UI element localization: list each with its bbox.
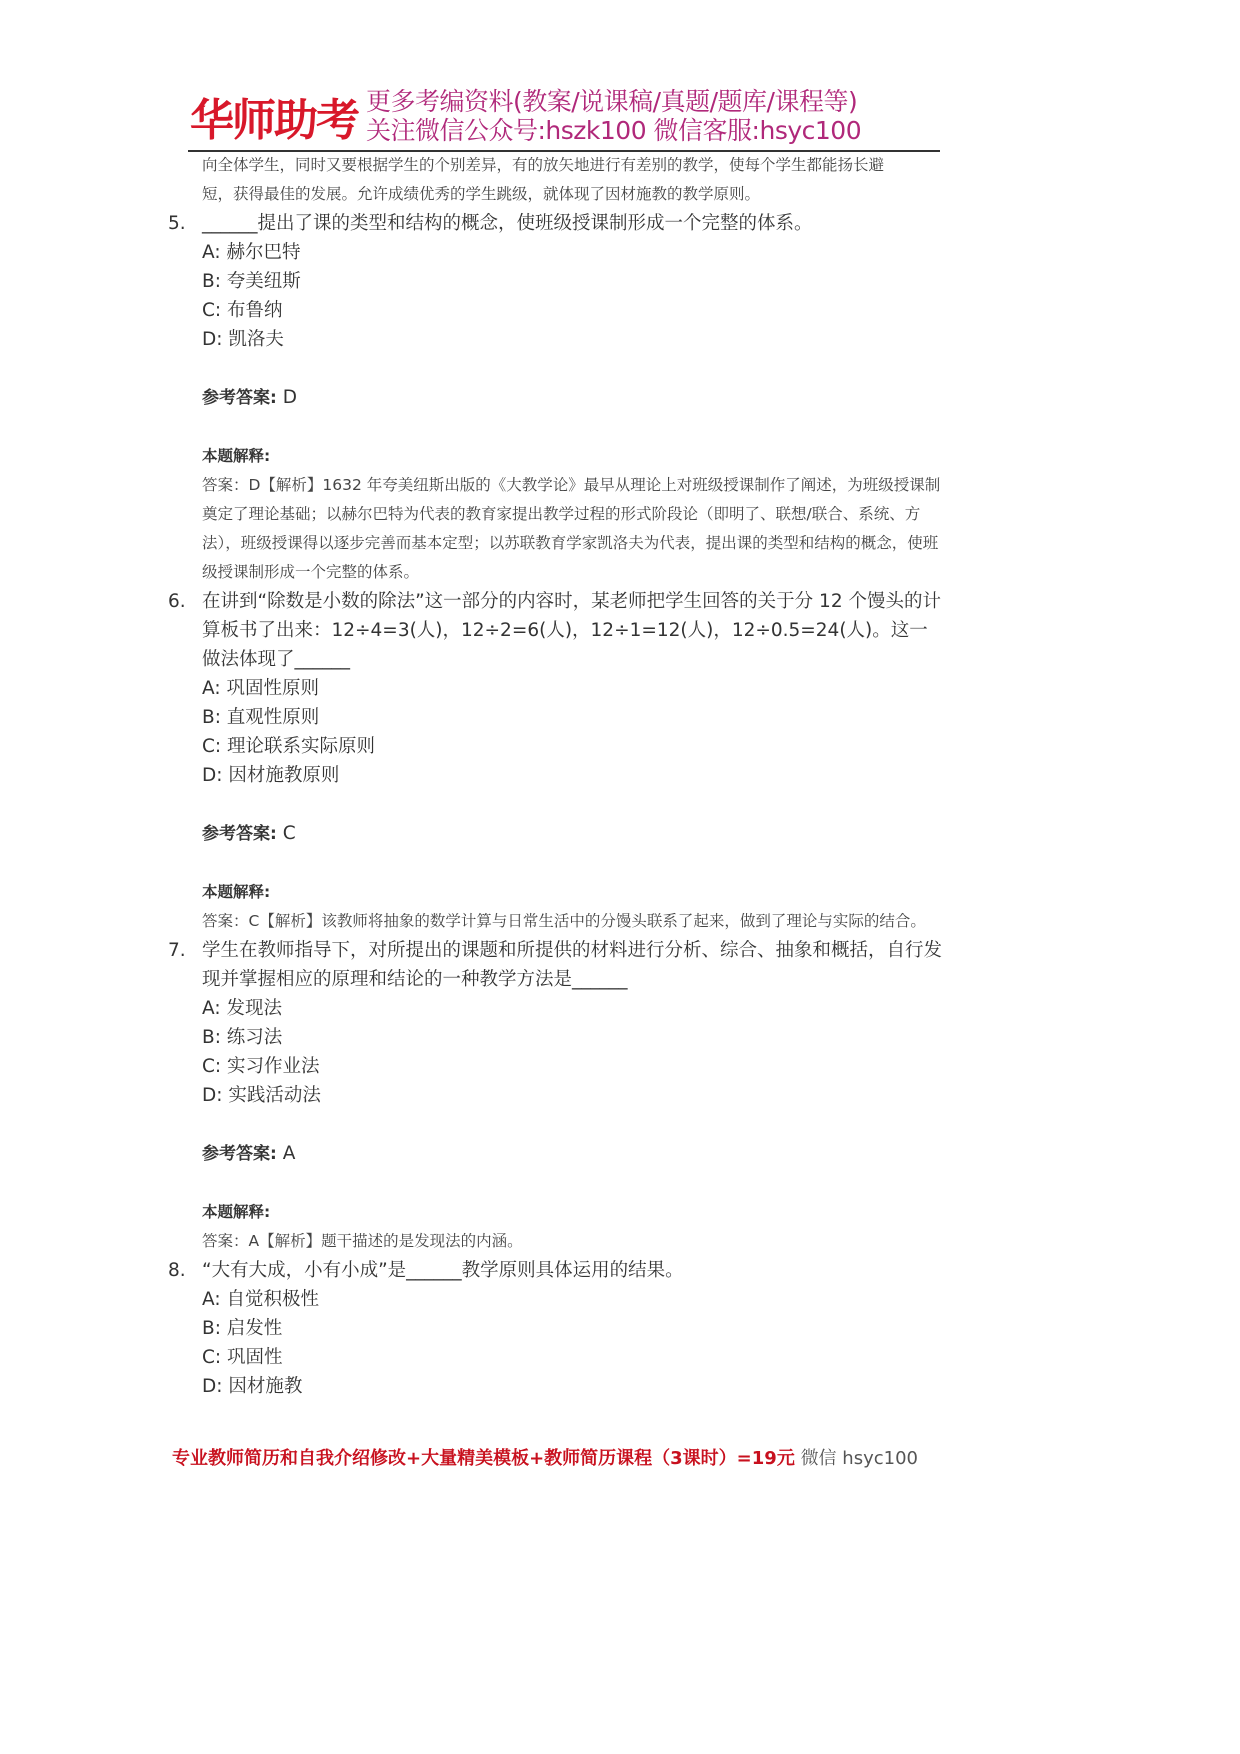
question-number: 8. <box>168 1260 186 1281</box>
option: D: 实践活动法 <box>202 1085 321 1106</box>
slogan <box>366 87 861 145</box>
explanation-text: 答案：C【解析】该教师将抽象的数学计算与日常生活中的分馒头联系了起来，做到了理论与实际的结合。 <box>202 912 926 930</box>
answer-label: 参考答案: <box>202 388 277 408</box>
option: A: 自觉积极性 <box>202 1289 319 1310</box>
option: A: 发现法 <box>202 998 282 1019</box>
option: B: 直观性原则 <box>202 707 320 728</box>
reference-answer <box>168 383 943 413</box>
footer-ad <box>172 1444 918 1470</box>
option: B: 夸美纽斯 <box>202 271 301 292</box>
slogan-line-2: 关注微信公众号:hszk100 微信客服:hsyc100 <box>366 116 862 145</box>
option: D: 因材施教原则 <box>202 765 340 786</box>
explanation-label: 本题解释: <box>202 883 271 901</box>
answer-value: D <box>282 387 297 408</box>
answer-value: A <box>282 1143 296 1164</box>
question <box>168 936 943 994</box>
question-number: 7. <box>168 940 186 961</box>
header-banner <box>190 86 930 146</box>
question <box>168 587 943 674</box>
question-stem: 在讲到“除数是小数的除法”这一部分的内容时，某老师把学生回答的关于分 12 个馒头的计算板书了出来：12÷4=3(人)，12÷2=6(人)，12÷1=12(人)，12÷0.5=24(人)。这一做法体现了______ <box>202 591 941 670</box>
reference-answer <box>168 819 943 849</box>
question-stem: ______提出了课的类型和结构的概念，使班级授课制形成一个完整的体系。 <box>202 213 813 234</box>
continuation-line: 短，获得最佳的发展。允许成绩优秀的学生跳级，就体现了因材施教的教学原则。 <box>202 185 761 203</box>
question-stem: “大有大成，小有小成”是______教学原则具体运用的结果。 <box>202 1260 684 1281</box>
reference-answer <box>168 1139 943 1169</box>
question-number: 5. <box>168 213 186 234</box>
document-body <box>168 151 943 1401</box>
answer-label: 参考答案: <box>202 824 277 844</box>
explanation-text: 答案：A【解析】题干描述的是发现法的内涵。 <box>202 1232 523 1250</box>
question <box>168 1256 943 1285</box>
option: C: 布鲁纳 <box>202 300 283 321</box>
continuation-line: 向全体学生，同时又要根据学生的个别差异，有的放矢地进行有差别的教学，使每个学生都能扬长避 <box>202 156 885 174</box>
footer-contact: 微信 hsyc100 <box>800 1448 918 1469</box>
explanation-label: 本题解释: <box>202 447 271 465</box>
option: A: 赫尔巴特 <box>202 242 301 263</box>
option: D: 凯洛夫 <box>202 329 284 350</box>
option: C: 巩固性 <box>202 1347 283 1368</box>
option: C: 实习作业法 <box>202 1056 320 1077</box>
question-number: 6. <box>168 591 186 612</box>
option: B: 练习法 <box>202 1027 283 1048</box>
answer-value: C <box>282 823 296 844</box>
logo: 华师助考 <box>190 95 358 146</box>
question <box>168 209 943 238</box>
question-stem: 学生在教师指导下，对所提出的课题和所提供的材料进行分析、综合、抽象和概括，自行发现并掌握相应的原理和结论的一种教学方法是______ <box>202 940 943 990</box>
option: D: 因材施教 <box>202 1376 303 1397</box>
explanation-label: 本题解释: <box>202 1203 271 1221</box>
slogan-line-1: 更多考编资料(教案/说课稿/真题/题库/课程等) <box>366 87 858 116</box>
answer-label: 参考答案: <box>202 1144 277 1164</box>
explanation-text: 答案：D【解析】1632 年夸美纽斯出版的《大教学论》最早从理论上对班级授课制作了阐述，为班级授课制奠定了理论基础；以赫尔巴特为代表的教育家提出教学过程的形式阶段论（即明了、联想/联合、系统、方法），班级授课得以逐步完善而基本定型；以苏联教育学家凯洛夫为代表，提出课的类型和结构的概念，使班级授课制形成一个完整的体系。 <box>202 476 941 581</box>
footer-promo: 专业教师简历和自我介绍修改+大量精美模板+教师简历课程（3课时）=19元 <box>172 1448 795 1469</box>
option: B: 启发性 <box>202 1318 283 1339</box>
option: C: 理论联系实际原则 <box>202 736 376 757</box>
option: A: 巩固性原则 <box>202 678 319 699</box>
